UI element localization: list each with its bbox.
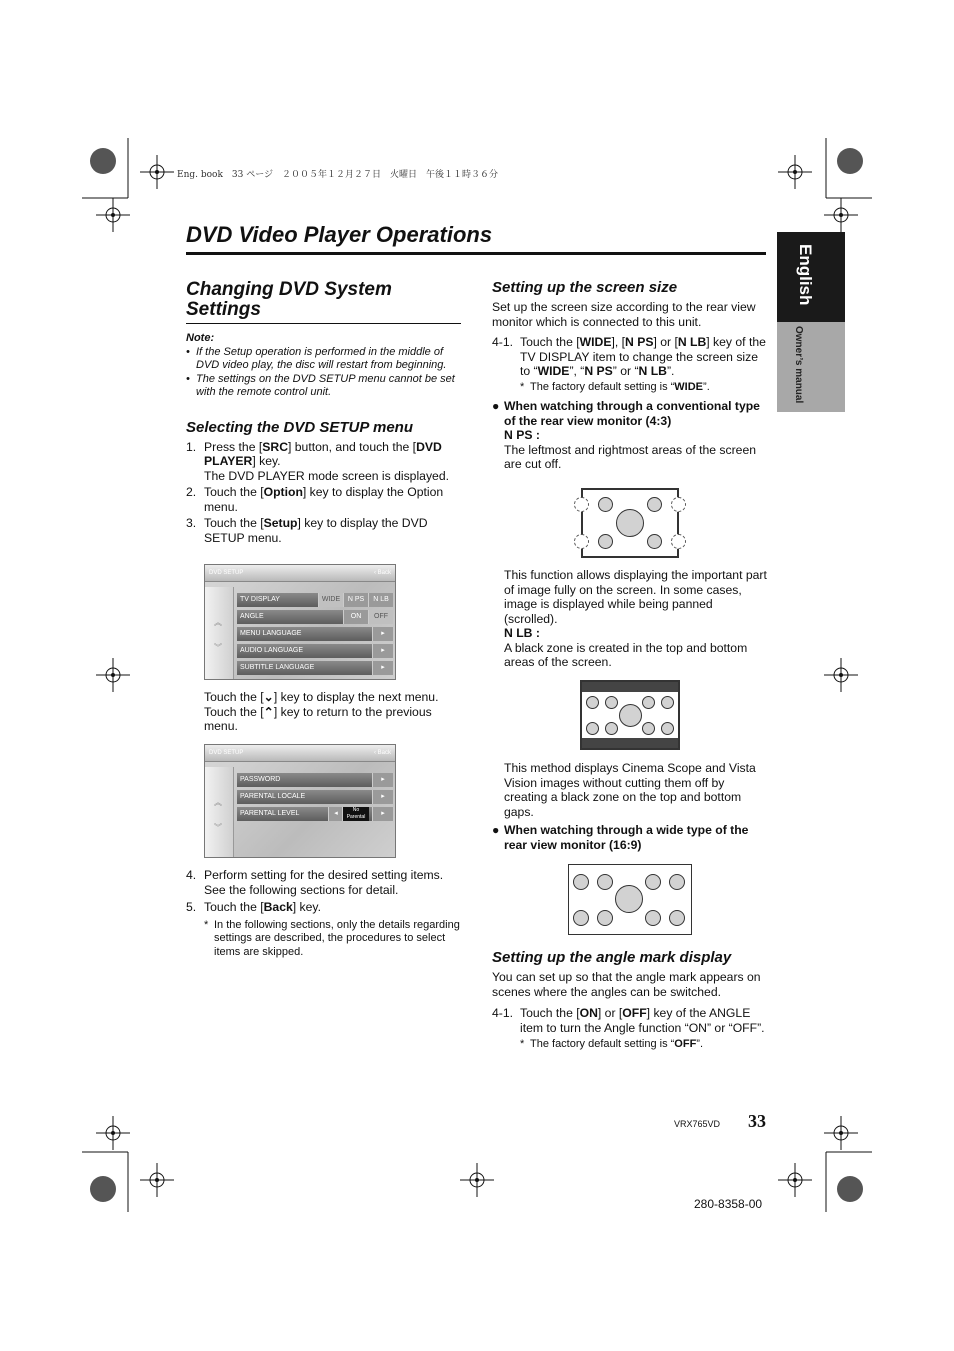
page-up-icon: ︽	[214, 618, 222, 627]
page-up-icon: ⌃	[263, 704, 274, 719]
nlb-description: This method displays Cinema Scope and Vista Vision images without cutting them off by creating a black zone on the top and bottom gaps. ● When watching through a wide type of the rear view monitor (16:9)	[492, 761, 767, 852]
arrow-right-icon: ▸	[372, 790, 393, 804]
setting-row: TV DISPLAY WIDE N PS N LB	[237, 593, 393, 607]
nps-diagram	[574, 488, 686, 558]
back-key: ‹ Back	[373, 750, 391, 756]
parental-level-value: No Parental	[342, 807, 369, 821]
cut-off-circle	[574, 534, 589, 549]
black-zone-top	[582, 682, 678, 692]
note-item: • The settings on the DVD SETUP menu cannot be set with the remote control unit.	[186, 372, 455, 398]
manual-tab	[777, 322, 845, 412]
step-5-note: * In the following sections, only the details regarding settings are described, the procedures to select items are skipped.	[204, 918, 460, 958]
asterisk-icon: *	[520, 1038, 525, 1050]
language-tab	[777, 232, 845, 322]
subsection-title: Setting up the screen size	[492, 279, 678, 296]
asterisk-icon: *	[204, 918, 209, 931]
nlb-text: A black zone is created in the top and bottom areas of the screen.	[504, 640, 748, 669]
nlb-diagram	[580, 680, 680, 750]
on-key: ON	[343, 610, 368, 624]
bullet-icon: •	[186, 345, 190, 358]
page-down-icon: ︾	[214, 643, 222, 652]
nlb-label: N LB :	[504, 626, 540, 640]
black-zone-bottom	[582, 738, 678, 748]
arrow-right-icon: ▸	[372, 773, 393, 787]
setting-row: SUBTITLE LANGUAGE ▸	[237, 661, 393, 675]
steps-4-5	[186, 868, 461, 959]
right-column-top	[492, 279, 767, 472]
setting-row: AUDIO LANGUAGE ▸	[237, 644, 393, 658]
step-2: 2. Touch the [Option] key to display the Option menu.	[186, 485, 444, 514]
step-3: 3. Touch the [Setup] key to display the DVD SETUP menu.	[186, 516, 428, 545]
left-column	[186, 280, 461, 545]
wide-diagram	[568, 864, 692, 935]
section-title: Changing DVD System Settings	[186, 279, 392, 320]
screen-title: DVD SETUP	[209, 750, 244, 756]
steps-list	[186, 440, 461, 546]
model-number: VRX765VD	[674, 1119, 721, 1129]
page-down-icon: ⌄	[263, 690, 274, 704]
page-title: DVD Video Player Operations	[186, 222, 493, 247]
subsection-title: Setting up the angle mark display	[492, 949, 732, 966]
subsection-title: Selecting the DVD SETUP menu	[186, 418, 413, 436]
step-4: 4. Perform setting for the desired setting items. See the following sections for detail.	[186, 868, 444, 897]
off-key: OFF	[368, 610, 393, 624]
cut-off-circle	[574, 497, 589, 512]
print-header: Eng. book 33 ページ ２００５年１２月２７日 火曜日 午後１１時３６分	[177, 170, 499, 180]
cut-off-circle	[671, 497, 686, 512]
nlb-key: N LB	[368, 593, 393, 607]
section-rule	[186, 323, 461, 324]
default-note: * The factory default setting is “OFF”.	[520, 1038, 704, 1050]
language-tab-label: English	[796, 244, 815, 306]
step-5: 5. Touch the [Back] key.	[186, 900, 321, 914]
wide-heading: ● When watching through a wide type of the rear view monitor (16:9)	[492, 823, 749, 852]
manual-tab-label: Owner’s manual	[793, 326, 804, 404]
dvd-setup-screenshot-1	[204, 564, 396, 680]
screen-intro: Set up the screen size according to the rear view monitor which is connected to this unit.	[492, 300, 756, 329]
arrow-left-icon: ◂	[328, 807, 343, 821]
asterisk-icon: *	[520, 380, 525, 393]
document-code: 280-8358-00	[694, 1197, 763, 1211]
step-1: 1. Press the [SRC] button, and touch the [DVD PLAYER] key. The DVD PLAYER mode screen is displayed.	[186, 439, 449, 483]
page-number: 33	[748, 1111, 766, 1131]
default-note: * The factory default setting is “WIDE”.	[520, 380, 710, 393]
dvd-setup-screenshot-2	[204, 744, 396, 858]
back-key: ‹ Back	[373, 570, 391, 576]
nps-description: This function allows displaying the important part of image fully on the screen. In some cases, image is displayed while being panned (scrolled). N LB : A black zone is created in the top and bottom areas of the screen.	[504, 568, 767, 669]
wide-key: WIDE	[318, 593, 343, 607]
arrow-right-icon: ▸	[372, 661, 393, 675]
nps-key: N PS	[343, 593, 368, 607]
setting-row: MENU LANGUAGE ▸	[237, 627, 393, 641]
angle-section	[492, 949, 767, 1052]
previous-menu-text: Touch the [⌃] key to return to the previous menu.	[204, 704, 432, 733]
nps-text: The leftmost and rightmost areas of the screen are cut off.	[504, 442, 756, 471]
setting-row: PARENTAL LOCALE ▸	[237, 790, 393, 804]
arrow-right-icon: ▸	[372, 627, 393, 641]
setting-row: PASSWORD ▸	[237, 773, 393, 787]
scroll-instructions	[204, 690, 462, 734]
setting-row: ANGLE ON OFF	[237, 610, 393, 624]
note-item: • If the Setup operation is performed in the middle of DVD video play, the disc will restart from beginning.	[186, 345, 447, 371]
title-rule	[186, 252, 766, 255]
arrow-right-icon: ▸	[372, 807, 393, 821]
cut-off-circle	[671, 534, 686, 549]
angle-intro: You can set up so that the angle mark appears on scenes where the angles can be switched.	[492, 970, 761, 999]
nps-label: N PS :	[504, 428, 540, 442]
scroll-keys	[205, 587, 234, 679]
note-label: Note:	[186, 332, 215, 344]
step-4-1: 4-1. Touch the [WIDE], [N PS] or [N LB] key of the TV DISPLAY item to change the screen size to “WIDE”, “N PS” or “N LB”.	[492, 335, 766, 378]
bullet-icon: •	[186, 372, 190, 385]
scroll-keys	[205, 767, 234, 857]
conventional-heading: ● When watching through a conventional type of the rear view monitor (4:3)	[492, 399, 760, 428]
arrow-right-icon: ▸	[372, 644, 393, 658]
page-up-icon: ︽	[214, 798, 222, 807]
nps-section	[504, 428, 767, 472]
setting-row: PARENTAL LEVEL ◂ No Parental ▸	[237, 807, 393, 821]
next-menu-text: Touch the [⌄] key to display the next menu.	[204, 690, 439, 704]
bullet-icon: ●	[492, 399, 500, 413]
bullet-icon: ●	[492, 823, 500, 837]
angle-step: 4-1. Touch the [ON] or [OFF] key of the ANGLE item to turn the Angle function “ON” or “OFF”.	[492, 1006, 765, 1035]
screen-title: DVD SETUP	[209, 570, 244, 576]
page-down-icon: ︾	[214, 823, 222, 832]
